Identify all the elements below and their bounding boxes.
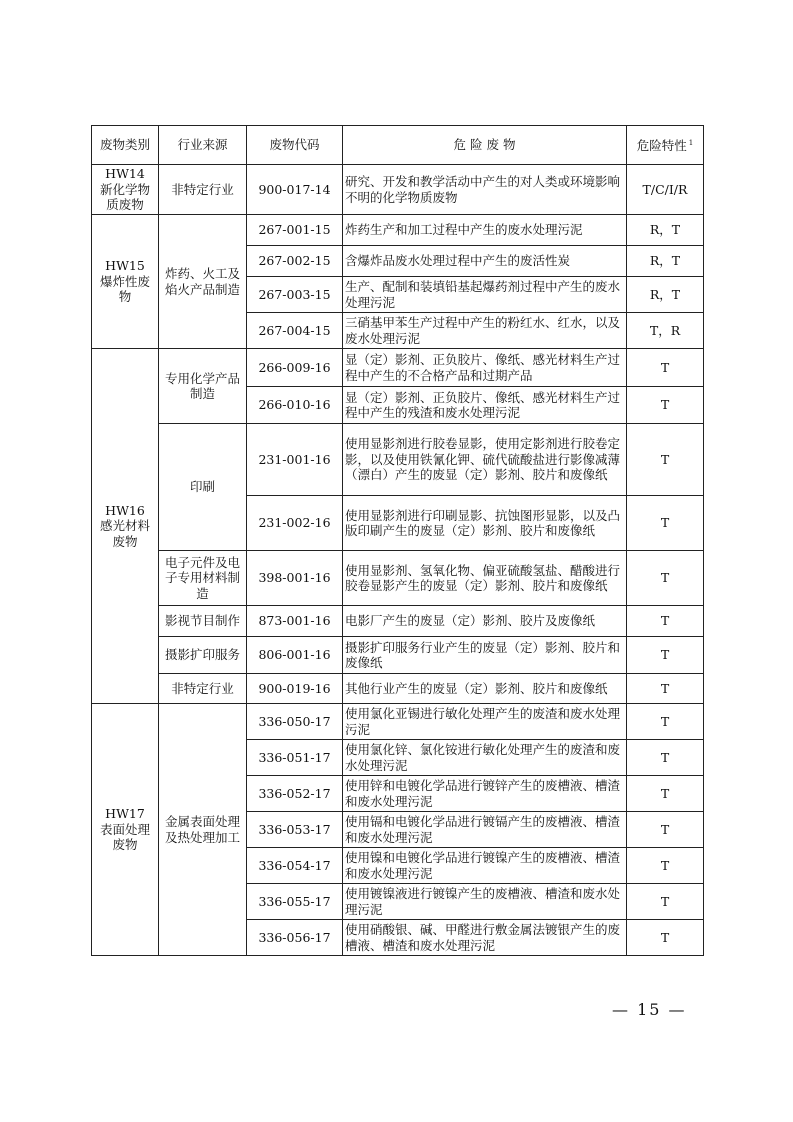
- waste-description: 使用硝酸银、碱、甲醛进行敷金属法镀银产生的废槽液、槽渣和废水处理污泥: [343, 920, 627, 956]
- waste-description: 炸药生产和加工过程中产生的废水处理污泥: [343, 215, 627, 246]
- header-category: 废物类别: [92, 126, 159, 165]
- table-row: [92, 606, 704, 637]
- hazard-property: T: [627, 740, 704, 776]
- header-hazard-label: 危险特性: [636, 138, 687, 154]
- waste-code: 806-001-16: [247, 637, 343, 674]
- waste-code: 398-001-16: [247, 551, 343, 606]
- hazard-property: T: [627, 812, 704, 848]
- waste-code: 231-001-16: [247, 424, 343, 496]
- industry-cell: 电子元件及电子专用材料制造: [159, 551, 247, 606]
- table-row: [92, 704, 704, 740]
- waste-code: 266-009-16: [247, 349, 343, 387]
- hazard-property: T，R: [627, 313, 704, 349]
- waste-description: 使用锌和电镀化学品进行镀锌产生的废槽液、槽渣和废水处理污泥: [343, 776, 627, 812]
- waste-description: 显（定）影剂、正负胶片、像纸、感光材料生产过程中产生的不合格产品和过期产品: [343, 349, 627, 387]
- waste-description: 使用镉和电镀化学品进行镀镉产生的废槽液、槽渣和废水处理污泥: [343, 812, 627, 848]
- hazard-property: T: [627, 884, 704, 920]
- hazard-property: T: [627, 424, 704, 496]
- waste-description: 三硝基甲苯生产过程中产生的粉红水、红水，以及废水处理污泥: [343, 313, 627, 349]
- waste-code: 266-010-16: [247, 387, 343, 424]
- table-row: [92, 349, 704, 387]
- waste-code: 336-053-17: [247, 812, 343, 848]
- waste-description: 使用镍和电镀化学品进行镀镍产生的废槽液、槽渣和废水处理污泥: [343, 848, 627, 884]
- waste-description: 研究、开发和教学活动中产生的对人类或环境影响不明的化学物质废物: [343, 165, 627, 215]
- table-row: [92, 674, 704, 704]
- industry-cell: 非特定行业: [159, 674, 247, 704]
- hazard-property: T: [627, 349, 704, 387]
- waste-code: 267-002-15: [247, 246, 343, 277]
- industry-cell: 专用化学产品制造: [159, 349, 247, 424]
- category-hw17: HW17 表面处理 废物: [92, 704, 159, 956]
- header-hazard-footnote: 1: [688, 139, 694, 148]
- category-hw16: HW16 感光材料 废物: [92, 349, 159, 704]
- header-hazard: [627, 126, 704, 165]
- category-hw14: HW14 新化学物 质废物: [92, 165, 159, 215]
- hazard-property: R，T: [627, 246, 704, 277]
- industry-cell: 印刷: [159, 424, 247, 551]
- hazard-property: T: [627, 920, 704, 956]
- header-waste: 危 险 废 物: [343, 126, 627, 165]
- hazard-property: T: [627, 674, 704, 704]
- waste-code: 267-004-15: [247, 313, 343, 349]
- hazard-property: T/C/I/R: [627, 165, 704, 215]
- waste-code: 336-054-17: [247, 848, 343, 884]
- table-row: [92, 637, 704, 674]
- industry-cell: 炸药、火工及焰火产品制造: [159, 215, 247, 349]
- waste-code: 336-056-17: [247, 920, 343, 956]
- waste-description: 使用显影剂进行印刷显影、抗蚀图形显影，以及凸版印刷产生的废显（定）影剂、胶片和废像纸: [343, 496, 627, 551]
- waste-code: 336-052-17: [247, 776, 343, 812]
- waste-description: 生产、配制和装填铅基起爆药剂过程中产生的废水处理污泥: [343, 277, 627, 313]
- hazard-property: T: [627, 848, 704, 884]
- waste-description: 摄影扩印服务行业产生的废显（定）影剂、胶片和废像纸: [343, 637, 627, 674]
- hazard-property: R，T: [627, 277, 704, 313]
- waste-description: 使用显影剂进行胶卷显影，使用定影剂进行胶卷定影，以及使用铁氰化钾、硫代硫酸盐进行影像减薄（漂白）产生的废显（定）影剂、胶片和废像纸: [343, 424, 627, 496]
- waste-code: 336-051-17: [247, 740, 343, 776]
- industry-cell: 影视节目制作: [159, 606, 247, 637]
- hazard-property: T: [627, 387, 704, 424]
- waste-code: 900-017-14: [247, 165, 343, 215]
- waste-code: 336-055-17: [247, 884, 343, 920]
- waste-description: 显（定）影剂、正负胶片、像纸、感光材料生产过程中产生的残渣和废水处理污泥: [343, 387, 627, 424]
- category-hw15: HW15 爆炸性废 物: [92, 215, 159, 349]
- waste-description: 电影厂产生的废显（定）影剂、胶片及废像纸: [343, 606, 627, 637]
- table-row: [92, 551, 704, 606]
- waste-description: 使用氯化亚锡进行敏化处理产生的废渣和废水处理污泥: [343, 704, 627, 740]
- table-header-row: [92, 126, 704, 165]
- waste-code: 873-001-16: [247, 606, 343, 637]
- industry-cell: 非特定行业: [159, 165, 247, 215]
- waste-description: 使用镀镍液进行镀镍产生的废槽液、槽渣和废水处理污泥: [343, 884, 627, 920]
- waste-code: 267-003-15: [247, 277, 343, 313]
- waste-code: 231-002-16: [247, 496, 343, 551]
- waste-description: 其他行业产生的废显（定）影剂、胶片和废像纸: [343, 674, 627, 704]
- hazard-property: R，T: [627, 215, 704, 246]
- table-row: [92, 215, 704, 246]
- waste-description: 含爆炸品废水处理过程中产生的废活性炭: [343, 246, 627, 277]
- page-number: — 15 —: [612, 1000, 687, 1019]
- waste-description: 使用氯化锌、氯化铵进行敏化处理产生的废渣和废水处理污泥: [343, 740, 627, 776]
- hazard-property: T: [627, 496, 704, 551]
- waste-code: 336-050-17: [247, 704, 343, 740]
- header-industry: 行业来源: [159, 126, 247, 165]
- industry-cell: 摄影扩印服务: [159, 637, 247, 674]
- hazard-property: T: [627, 704, 704, 740]
- waste-code: 900-019-16: [247, 674, 343, 704]
- header-code: 废物代码: [247, 126, 343, 165]
- industry-cell: 金属表面处理及热处理加工: [159, 704, 247, 956]
- waste-description: 使用显影剂、氢氧化物、偏亚硫酸氢盐、醋酸进行胶卷显影产生的废显（定）影剂、胶片和废像纸: [343, 551, 627, 606]
- hazard-property: T: [627, 551, 704, 606]
- hazard-property: T: [627, 776, 704, 812]
- waste-code: 267-001-15: [247, 215, 343, 246]
- table-row: [92, 165, 704, 215]
- hazard-property: T: [627, 637, 704, 674]
- hazardous-waste-table: [91, 125, 704, 956]
- table-row: [92, 424, 704, 496]
- hazard-property: T: [627, 606, 704, 637]
